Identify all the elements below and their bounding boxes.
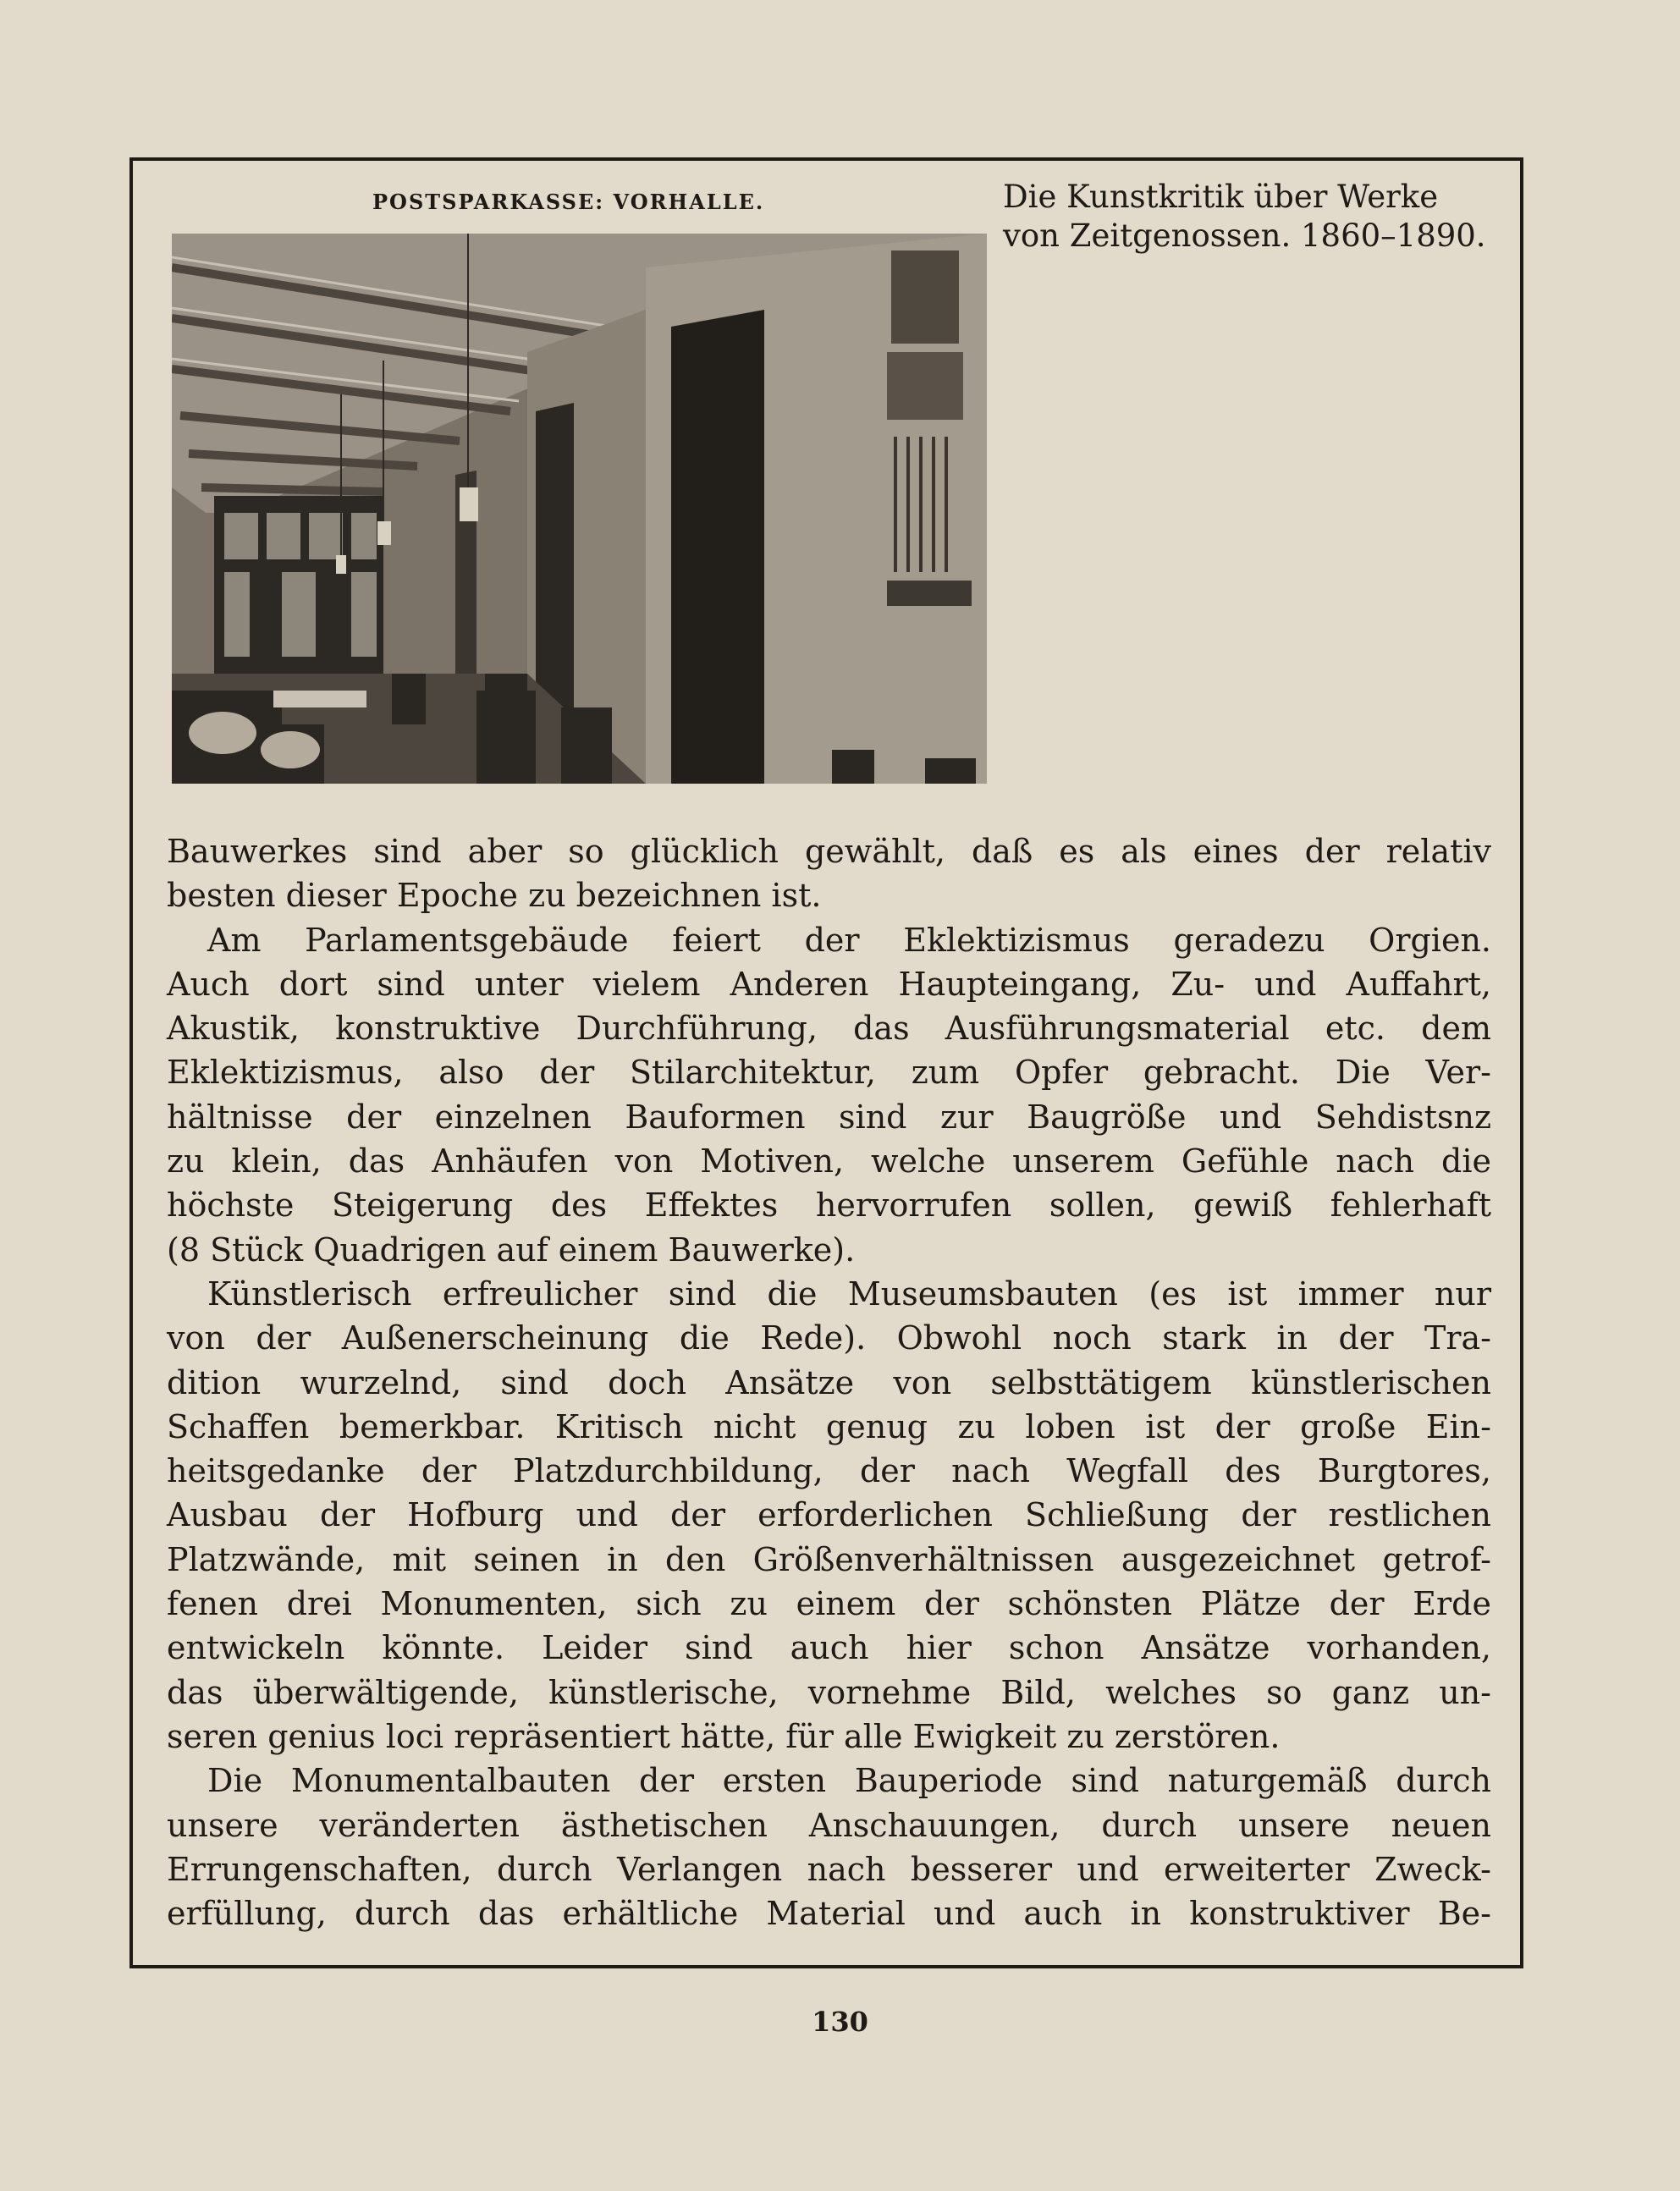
text-line: (8 Stück Quadrigen auf einem Bauwerke).	[167, 1230, 856, 1269]
text-line: Akustik, konstruktive Durchführung, das Ausführungsmaterial etc. dem	[167, 1010, 1491, 1048]
text-line: besten dieser Epoche zu bezeichnen ist.	[167, 877, 822, 915]
photo-caption: POSTSPARKASSE: VORHALLE.	[372, 190, 765, 214]
text-line: dition wurzelnd, sind doch Ansätze von selbsttätigem künstlerischen	[167, 1363, 1491, 1401]
text-line: erfüllung, durch das erhältliche Material und auch in konstruktiver Be-	[167, 1895, 1491, 1933]
text-line: unsere veränderten ästhetischen Anschauungen, durch unsere neuen	[167, 1806, 1491, 1844]
text-line: heitsgedanke der Platzdurchbildung, der nach Wegfall des Burgtores,	[167, 1452, 1491, 1490]
text-line: seren genius loci repräsentiert hätte, für alle Ewigkeit zu zerstören.	[167, 1717, 1281, 1755]
text-line: entwickeln könnte. Leider sind auch hier schon Ansätze vorhanden,	[167, 1629, 1491, 1667]
text-line: fenen drei Monumenten, sich zu einem der schönsten Plätze der Erde	[167, 1585, 1491, 1623]
body-text	[167, 829, 1491, 1935]
heading-line-2: von Zeitgenossen. 1860–1890.	[1003, 217, 1486, 254]
text-line: Auch dort sind unter vielem Anderen Haupteingang, Zu- und Auffahrt,	[167, 965, 1491, 1003]
text-line: Platzwände, mit seinen in den Größenverhältnissen ausgezeichnet getrof-	[167, 1540, 1491, 1578]
text-line: Bauwerkes sind aber so glücklich gewählt, daß es als eines der relativ	[167, 833, 1491, 870]
page-number: 130	[812, 2006, 868, 2038]
section-heading	[1003, 178, 1494, 256]
text-line: zu klein, das Anhäufen von Motiven, welche unserem Gefühle nach die	[167, 1142, 1491, 1181]
text-line: höchste Steigerung des Effektes hervorrufen sollen, gewiß fehlerhaft	[167, 1186, 1491, 1225]
text-line: das überwältigende, künstlerische, vornehme Bild, welches so ganz un-	[167, 1673, 1491, 1711]
text-line: Die Monumentalbauten der ersten Bauperiode sind naturgemäß durch	[207, 1762, 1491, 1800]
text-line: hältnisse der einzelnen Bauformen sind zur Baugröße und Sehdistsnz	[167, 1098, 1491, 1136]
text-line: Errungenschaften, durch Verlangen nach besserer und erweiterter Zweck-	[167, 1850, 1491, 1888]
heading-line-1: Die Kunstkritik über Werke	[1003, 179, 1439, 215]
hall-photograph	[172, 234, 987, 784]
text-line: Ausbau der Hofburg und der erforderlichen Schließung der restlichen	[167, 1496, 1491, 1534]
text-line: Künstlerisch erfreulicher sind die Museumsbauten (es ist immer nur	[207, 1274, 1491, 1313]
text-line: Am Parlamentsgebäude feiert der Eklektizismus geradezu Orgien.	[207, 921, 1491, 959]
text-line: Eklektizismus, also der Stilarchitektur, zum Opfer gebracht. Die Ver-	[167, 1054, 1491, 1092]
text-line: von der Außenerscheinung die Rede). Obwohl noch stark in der Tra-	[167, 1319, 1491, 1357]
text-line: Schaffen bemerkbar. Kritisch nicht genug zu loben ist der große Ein-	[167, 1407, 1491, 1445]
